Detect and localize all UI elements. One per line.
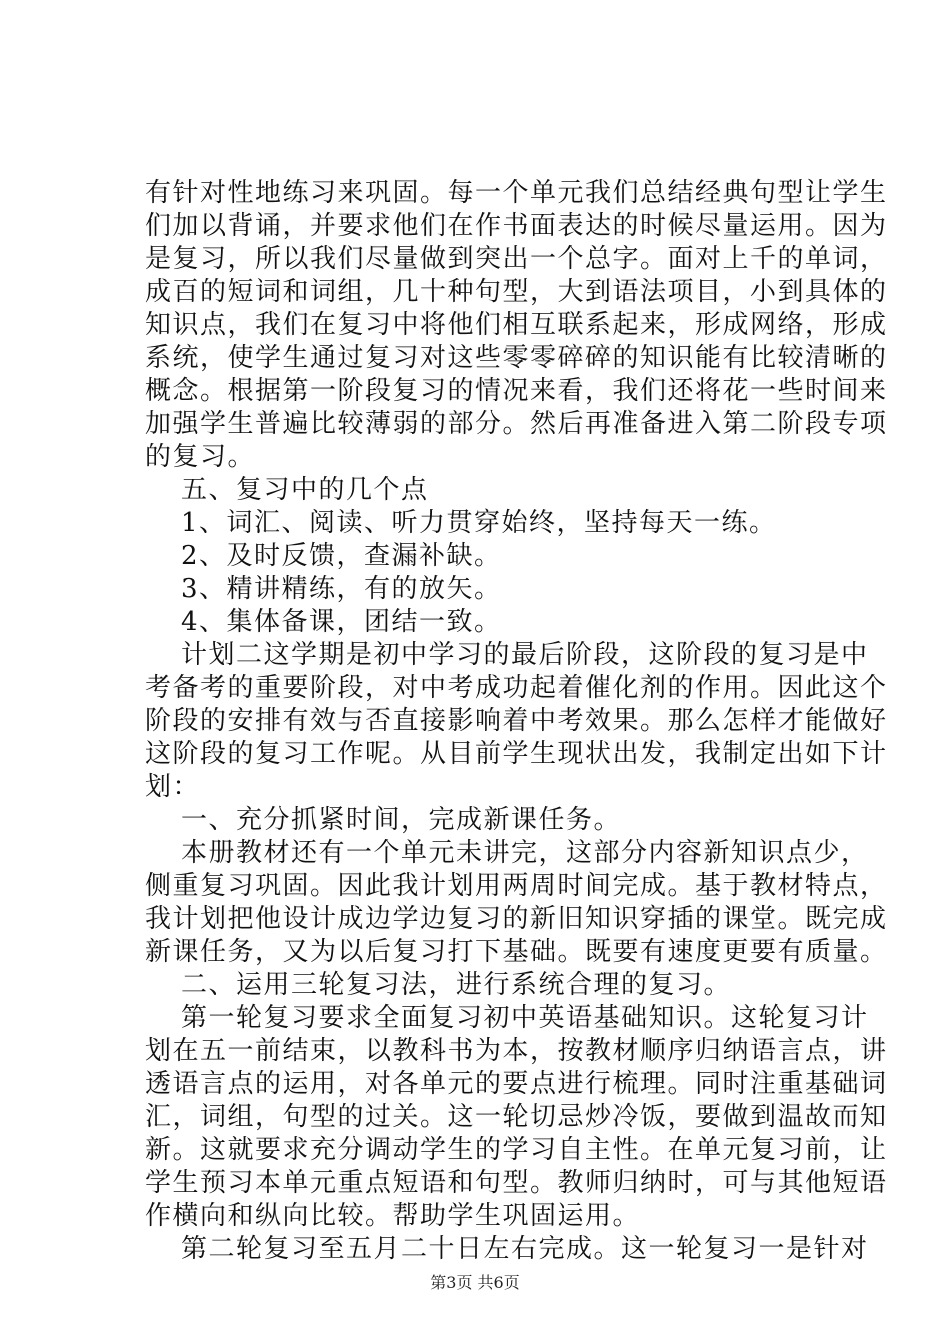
text-line: 成百的短词和词组，几十种句型，大到语法项目，小到具体的 <box>145 277 888 307</box>
text-line: 的复习。 <box>145 442 256 472</box>
text-line: 这阶段的复习工作呢。从目前学生现状出发，我制定出如下计 <box>145 739 888 769</box>
text-line: 本册教材还有一个单元未讲完，这部分内容新知识点少， <box>181 838 869 868</box>
section-heading: 一、充分抓紧时间，完成新课任务。 <box>181 805 622 835</box>
list-item: 3、精讲精练，有的放矢。 <box>181 574 502 604</box>
text-line: 概念。根据第一阶段复习的情况来看，我们还将花一些时间来 <box>145 376 888 406</box>
text-line: 考备考的重要阶段，对中考成功起着催化剂的作用。因此这个 <box>145 673 888 703</box>
list-item: 4、集体备课，团结一致。 <box>181 607 502 637</box>
section-heading: 二、运用三轮复习法，进行系统合理的复习。 <box>181 970 732 1000</box>
text-line: 划在五一前结束，以教科书为本，按教材顺序归纳语言点，讲 <box>145 1036 888 1066</box>
text-line: 是复习，所以我们尽量做到突出一个总字。面对上千的单词， <box>145 244 888 274</box>
text-line: 透语言点的运用，对各单元的要点进行梳理。同时注重基础词 <box>145 1069 888 1099</box>
text-line: 系统，使学生通过复习对这些零零碎碎的知识能有比较清晰的 <box>145 343 888 373</box>
text-line: 第一轮复习要求全面复习初中英语基础知识。这轮复习计 <box>181 1003 869 1033</box>
text-line: 作横向和纵向比较。帮助学生巩固运用。 <box>145 1201 641 1231</box>
section-heading: 五、复习中的几个点 <box>181 475 429 505</box>
text-line: 阶段的安排有效与否直接影响着中考效果。那么怎样才能做好 <box>145 706 888 736</box>
page-footer: 第3页 共6页 <box>430 1273 520 1292</box>
text-line: 侧重复习巩固。因此我计划用两周时间完成。基于教材特点， <box>145 871 888 901</box>
text-line: 们加以背诵，并要求他们在作书面表达的时候尽量运用。因为 <box>145 211 888 241</box>
text-line: 加强学生普遍比较薄弱的部分。然后再准备进入第二阶段专项 <box>145 409 888 439</box>
list-item: 2、及时反馈，查漏补缺。 <box>181 541 502 571</box>
text-line: 新。这就要求充分调动学生的学习自主性。在单元复习前，让 <box>145 1135 888 1165</box>
text-line: 有针对性地练习来巩固。每一个单元我们总结经典句型让学生 <box>145 178 888 208</box>
text-line: 学生预习本单元重点短语和句型。教师归纳时，可与其他短语 <box>145 1168 888 1198</box>
text-line: 知识点，我们在复习中将他们相互联系起来，形成网络，形成 <box>145 310 888 340</box>
text-line: 计划二这学期是初中学习的最后阶段，这阶段的复习是中 <box>181 640 869 670</box>
text-line: 划： <box>145 772 201 802</box>
list-item: 1、词汇、阅读、听力贯穿始终，坚持每天一练。 <box>181 508 777 538</box>
text-line: 汇，词组，句型的过关。这一轮切忌炒冷饭，要做到温故而知 <box>145 1102 888 1132</box>
text-line: 新课任务，又为以后复习打下基础。既要有速度更要有质量。 <box>145 937 888 967</box>
text-line: 我计划把他设计成边学边复习的新旧知识穿插的课堂。既完成 <box>145 904 888 934</box>
text-line: 第二轮复习至五月二十日左右完成。这一轮复习一是针对 <box>181 1234 869 1264</box>
